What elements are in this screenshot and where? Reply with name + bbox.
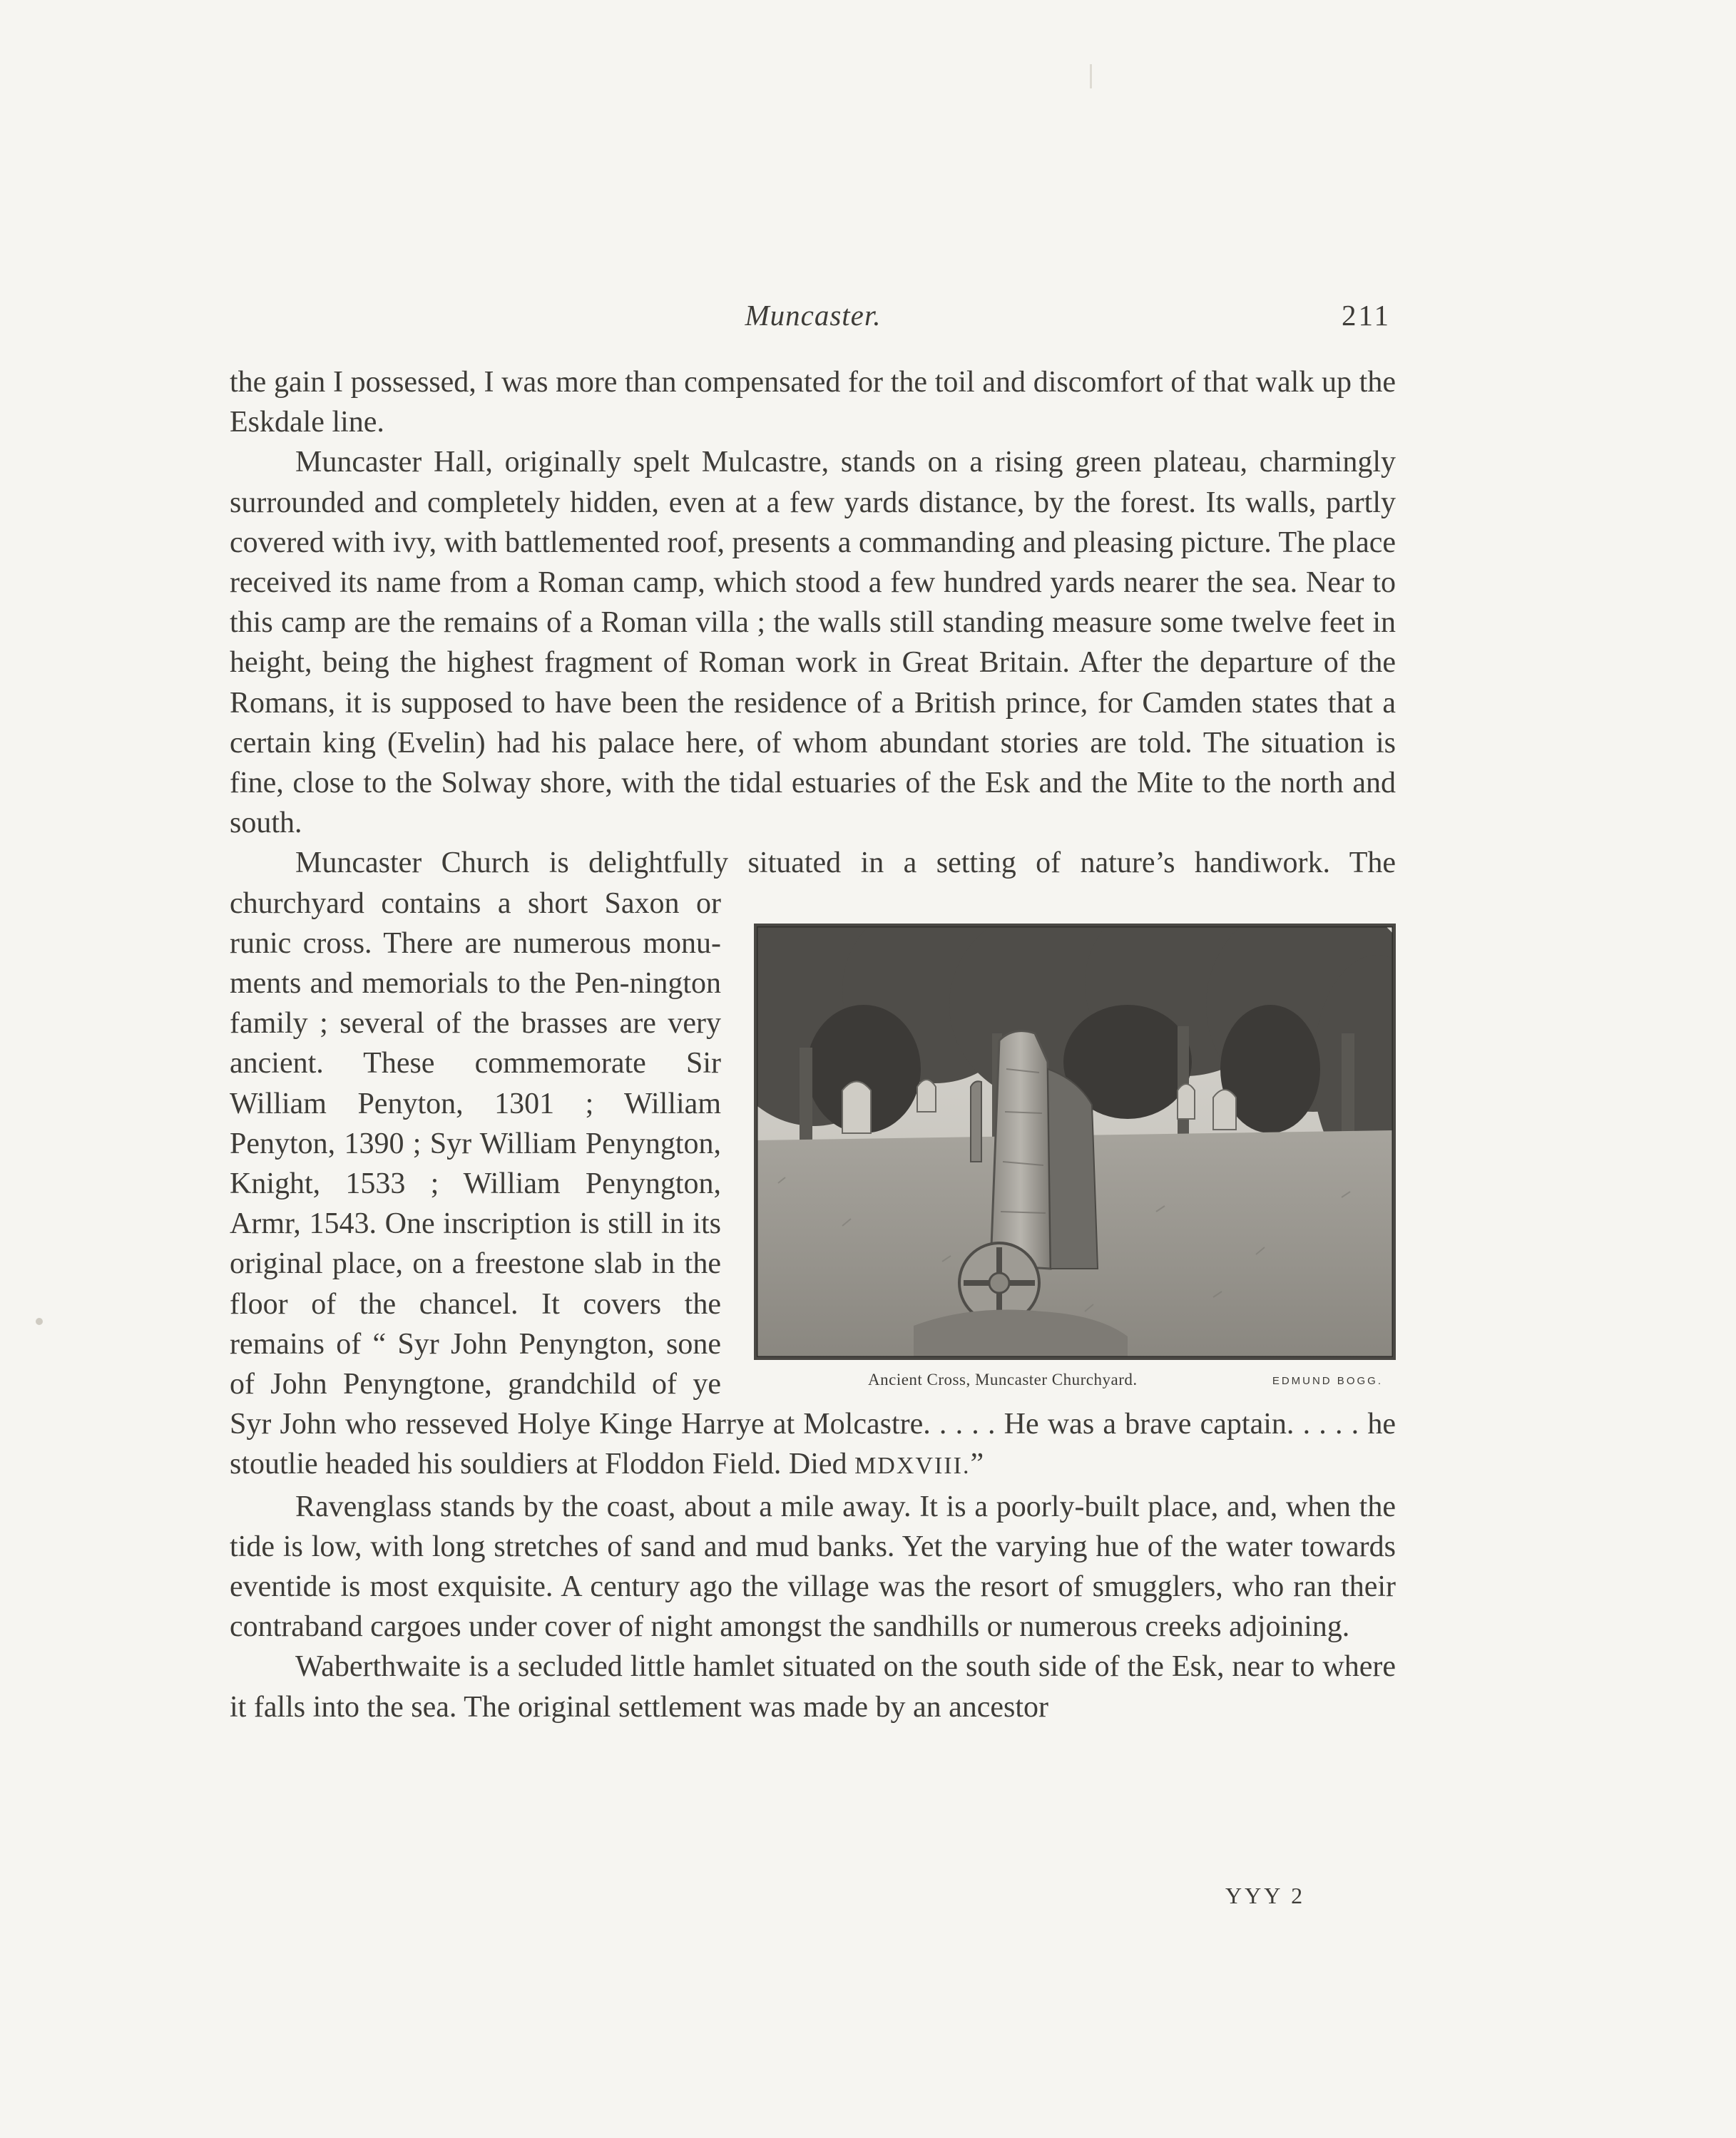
body-text [230, 362, 1396, 1727]
page-header [235, 298, 1391, 341]
running-title: Muncaster. [745, 299, 882, 332]
photograph-ancient-cross [754, 924, 1396, 1360]
page-speck [36, 1318, 43, 1325]
figure-caption [754, 1360, 1396, 1400]
signature-mark: YYY 2 [1225, 1883, 1306, 1908]
photo-illustration [757, 926, 1393, 1357]
caption-text: Ancient Cross, Muncaster Churchyard. [868, 1370, 1138, 1388]
paragraph-3-text: Muncaster Church is delightfully situated in a setting of nature’s handiwork. The churchyard contains a short Saxon or runic cross. There are numerous monu-ments and memorials to the Pen-nington family ; several of the brasses are very ancient. These commemorate Sir William Penyton, 1301 ; William Penyton, 1390 ; Syr William Penyngton, Knight, 1533 ; William Penyngton, Armr, 1543. One inscription is still in its original place, on a freestone slab in the floor of the chancel. It covers the remains of “ Syr John Penyngton, sone of John Penyngtone, grandchild of ye Syr John who resseved Holye Kinge Harrye at Molcastre. . . . . He was a brave captain. . . . . he stoutlie headed his souldiers at Floddon Field. Died [230, 846, 1396, 1481]
photo-credit: EDMUND BOGG. [1272, 1374, 1383, 1387]
roman-numeral-date: MDXVIII. [854, 1453, 971, 1480]
paragraph-5: Waberthwaite is a secluded little hamlet situated on the south side of the Esk, near to where it falls into the sea. The original settlement was made by an ancestor [230, 1650, 1396, 1724]
figure [754, 924, 1396, 1400]
page-number: 211 [1342, 299, 1391, 332]
paragraph-2: Muncaster Hall, originally spelt Mulcastre, stands on a rising green plateau, charmingly surrounded and completely hidden, even at a few yards distance, by the forest. Its walls, partly covered with ivy, with battlemented roof, presents a commanding and pleasing picture. The place received its name from a Roman camp, which stood a few hundred yards nearer the sea. Near to this camp are the remains of a Roman villa ; the walls still standing measure some twelve feet in height, being the highest fragment of Roman work in Great Britain. After the departure of the Romans, it is supposed to have been the residence of a British prince, for Camden states that a certain king (Evelin) had his palace here, of whom abundant stories are told. The situation is fine, close to the Solway shore, with the tidal estuaries of the Esk and the Mite to the north and south. [230, 446, 1396, 840]
closing-quote: ” [970, 1448, 984, 1481]
page-mark [1090, 64, 1092, 88]
paragraph-1: the gain I possessed, I was more than compensated for the toil and discomfort of that walk up the Eskdale line. [230, 366, 1396, 439]
paragraph-4: Ravenglass stands by the coast, about a mile away. It is a poorly-built place, and, when the tide is low, with long stretches of sand and mud banks. Yet the varying hue of the water towards eventide is most exquisite. A century ago the village was the resort of smugglers, who ran their contraband cargoes under cover of night amongst the sandhills or numerous creeks adjoining. [230, 1490, 1396, 1644]
